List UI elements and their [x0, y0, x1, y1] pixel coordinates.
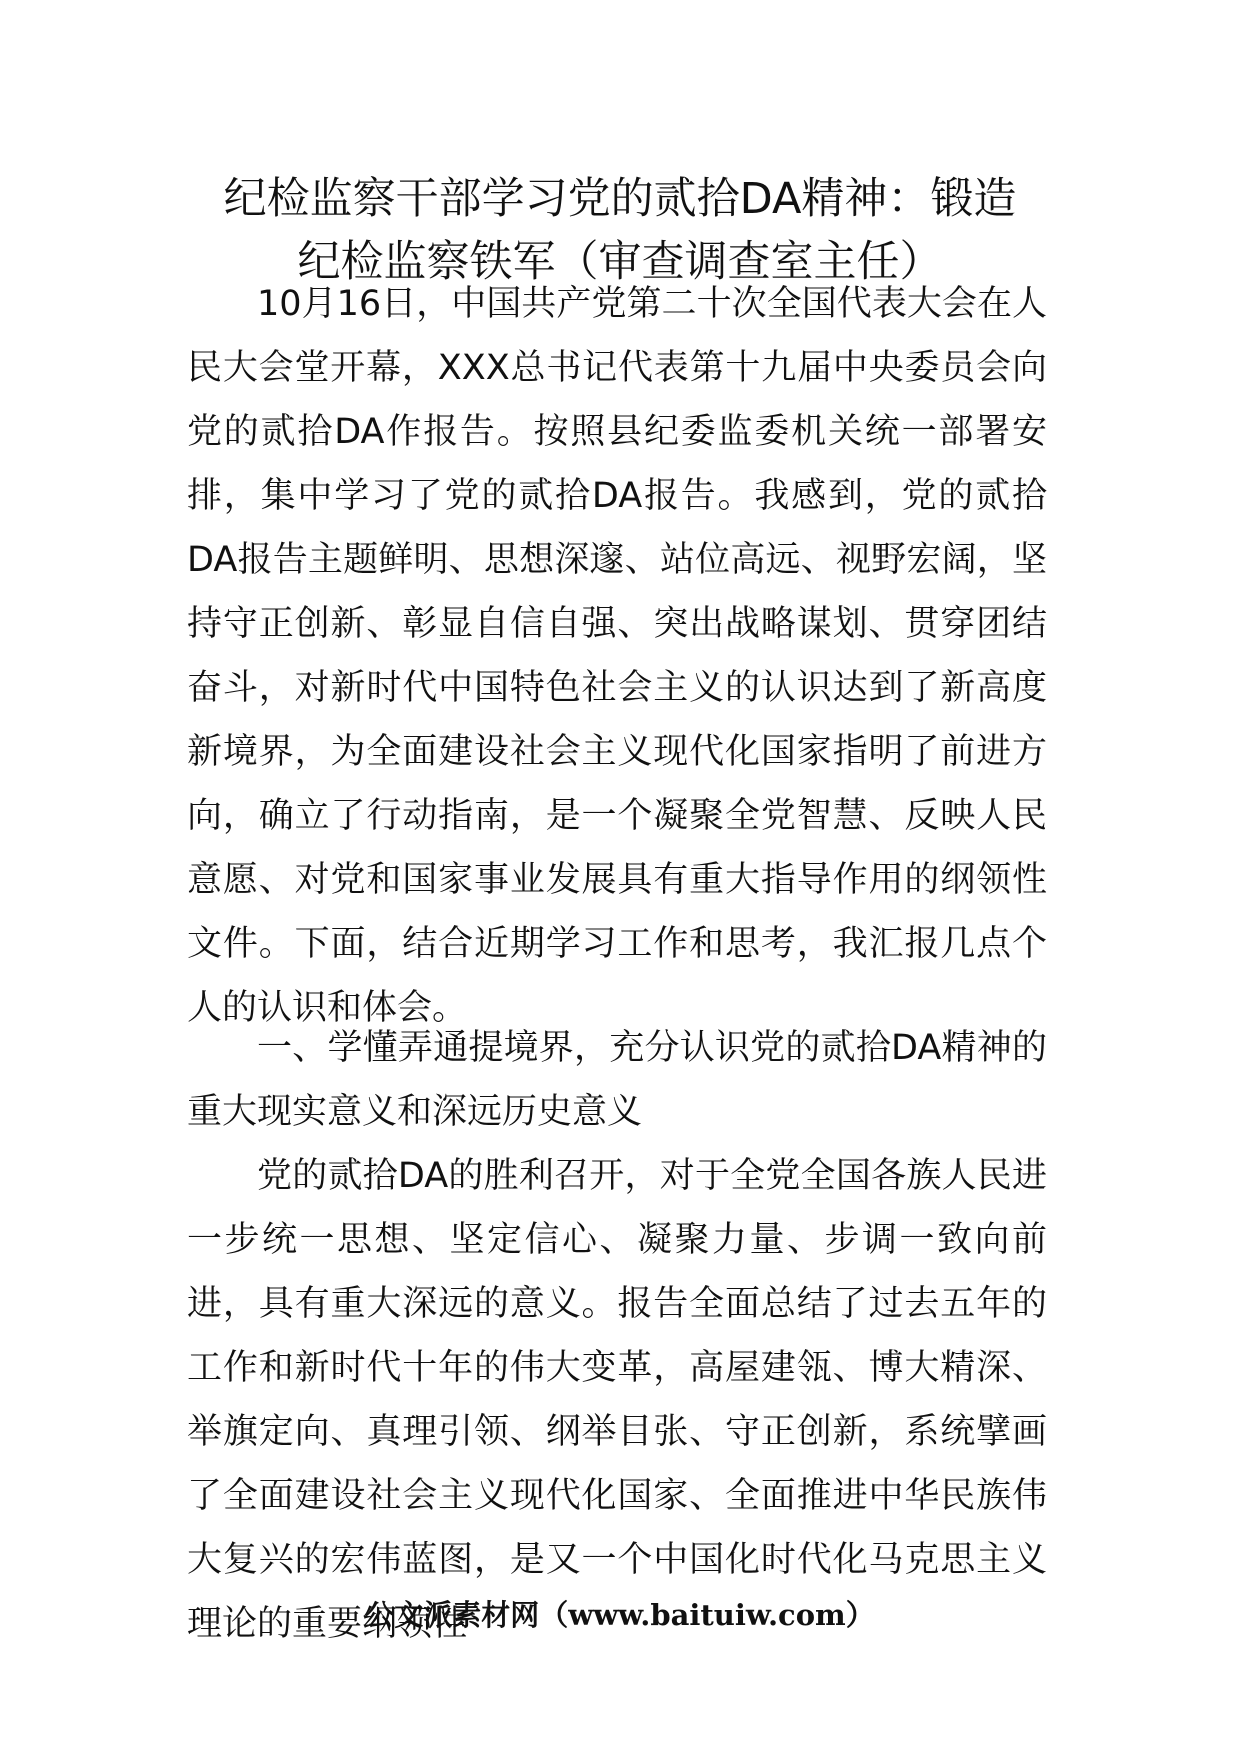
document-title-line-2: 纪检监察铁军（审查调查室主任）	[297, 237, 943, 287]
document-title-line-1: 纪检监察干部学习党的贰拾DA精神：锻造	[223, 174, 1017, 224]
paragraph-text: 党的贰拾DA的胜利召开，对于全党全国各族人民进一步统一思想、坚定信心、凝聚力量、步调一致向前进，具有重大深远的意义。报告全面总结了过去五年的工作和新时代十年的伟大变革，高屋建瓴、博大精深、举旗定向、真理引领、纲举目张、守正创新，系统擘画了全面建设社会主义现代化国家、全面推进中华民族伟大复兴的宏伟蓝图，是又一个中国化时代化马克思主义理论的重要纲领性	[187, 1156, 1047, 1644]
footer-watermark: 公文派素材网（www.baituiw.com）	[365, 1598, 875, 1632]
body-paragraph-2	[187, 1144, 1047, 1656]
section-heading-1	[187, 1016, 1047, 1144]
body-paragraph-1	[187, 272, 1047, 1040]
section-heading-text: 一、学懂弄通提境界，充分认识党的贰拾DA精神的重大现实意义和深远历史意义	[187, 1028, 1047, 1132]
paragraph-text: 10月16日，中国共产党第二十次全国代表大会在人民大会堂开幕，XXX总书记代表第十九届中央委员会向党的贰拾DA作报告。按照县纪委监委机关统一部署安排，集中学习了党的贰拾DA报告。我感到，党的贰拾DA报告主题鲜明、思想深邃、站位高远、视野宏阔，坚持守正创新、彰显自信自强、突出战略谋划、贯穿团结奋斗，对新时代中国特色社会主义的认识达到了新高度新境界，为全面建设社会主义现代化国家指明了前进方向，确立了行动指南，是一个凝聚全党智慧、反映人民意愿、对党和国家事业发展具有重大指导作用的纲领性文件。下面，结合近期学习工作和思考，我汇报几点个人的认识和体会。	[187, 284, 1047, 1028]
